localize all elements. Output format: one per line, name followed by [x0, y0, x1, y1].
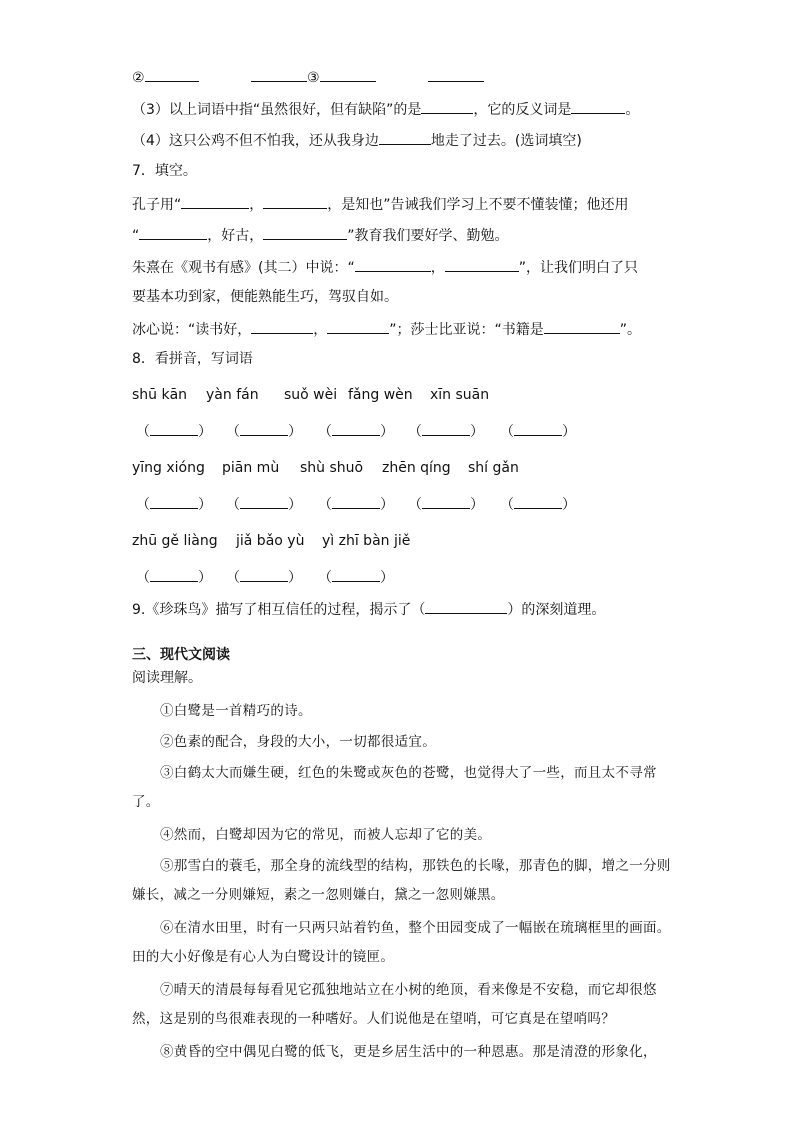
answer-box[interactable]: [136, 493, 212, 515]
q6-item2-label: ②: [132, 70, 145, 86]
answer-box[interactable]: [226, 493, 302, 515]
pinyin-item: zhēn qíng: [382, 460, 451, 476]
q7-l2-blank-2[interactable]: [263, 224, 347, 240]
answer-blank[interactable]: [332, 566, 380, 582]
answer-box[interactable]: [500, 420, 576, 442]
q7-l3-text-c: ”，让我们明白了只: [518, 260, 638, 276]
close-paren: ）: [562, 424, 576, 440]
open-paren: （: [226, 570, 240, 586]
q6-blank-3b[interactable]: [428, 66, 484, 82]
answer-box[interactable]: [226, 566, 302, 588]
pinyin-item: piān mù: [222, 460, 280, 476]
q7-l3-blank-2[interactable]: [445, 256, 519, 272]
close-paren: ）: [380, 570, 394, 586]
q7-line-5: [132, 318, 641, 340]
q6-sub3-text-b: ，它的反义词是: [473, 102, 572, 118]
open-paren: （: [136, 497, 150, 513]
answer-blank[interactable]: [240, 566, 288, 582]
q7-l5-text-c: ”；莎士比亚说：“书籍是: [389, 322, 544, 338]
q6-sub3-blank-1[interactable]: [421, 98, 473, 114]
close-paren: ）: [470, 497, 484, 513]
pinyin-item: jiǎ bǎo yù: [236, 533, 305, 549]
close-paren: ）: [562, 497, 576, 513]
q7-l5-blank-3[interactable]: [544, 318, 620, 334]
close-paren: ）: [380, 424, 394, 440]
pinyin-item: yīng xióng: [132, 460, 205, 476]
q6-blank-2b[interactable]: [251, 66, 307, 82]
open-paren: （: [408, 497, 422, 513]
q6-sub3: [132, 98, 639, 120]
q8-title: 8．看拼音，写词语: [132, 351, 253, 367]
open-paren: （: [226, 424, 240, 440]
passage-paragraph-4: ④然而，白鹭却因为它的常见，而被人忘却了它的美。: [160, 827, 492, 843]
q7-line-3: [132, 256, 638, 278]
answer-blank[interactable]: [514, 493, 562, 509]
open-paren: （: [318, 497, 332, 513]
q7-l1-text-b: ，: [249, 197, 264, 213]
q6-sub4-text-a: （4）这只公鸡不但不怕我，还从我身边: [132, 133, 379, 149]
answer-box[interactable]: [500, 493, 576, 515]
answer-box[interactable]: [136, 420, 212, 442]
q6-sub3-text-c: 。: [625, 102, 640, 118]
answer-box[interactable]: [226, 420, 302, 442]
q7-l2-blank-1[interactable]: [139, 224, 207, 240]
q7-l1-text-a: 孔子用“: [132, 197, 182, 213]
q6-sub4-text-b: 地走了过去。(选词填空): [430, 133, 582, 149]
q7-l3-text-a: 朱熹在《观书有感》(其二）中说：“: [132, 260, 355, 276]
q9-text-b: ）的深刻道理。: [507, 602, 606, 618]
q7-l1-text-c: ，是知也”告诫我们学习上不要不懂装懂；他还用: [327, 197, 629, 213]
q7-l5-text-d: ”。: [619, 322, 642, 338]
pinyin-item: shí gǎn: [468, 460, 519, 476]
pinyin-item: shù shuō: [300, 460, 364, 476]
pinyin-item: yàn fán: [206, 387, 259, 403]
open-paren: （: [136, 424, 150, 440]
close-paren: ）: [198, 570, 212, 586]
q6-sub3-blank-2[interactable]: [571, 98, 625, 114]
close-paren: ）: [288, 570, 302, 586]
close-paren: ）: [470, 424, 484, 440]
q7-l5-blank-1[interactable]: [251, 318, 313, 334]
answer-blank[interactable]: [240, 493, 288, 509]
answer-blank[interactable]: [332, 420, 380, 436]
answer-blank[interactable]: [150, 493, 198, 509]
q7-l1-blank-1[interactable]: [181, 193, 249, 209]
passage-paragraph-5: ⑤那雪白的蓑毛，那全身的流线型的结构，那铁色的长喙，那青色的脚，增之一分则嫌长，减之一分则嫌短，素之一忽则嫌白，黛之一忽则嫌黑。: [132, 858, 671, 903]
open-paren: （: [318, 570, 332, 586]
answer-box[interactable]: [318, 420, 394, 442]
close-paren: ）: [198, 497, 212, 513]
q6-item3-label: ③: [307, 70, 320, 86]
pinyin-item: shū kān: [132, 387, 188, 403]
q7-l5-text-b: ，: [313, 322, 328, 338]
pinyin-item: suǒ wèi: [284, 387, 338, 403]
q7-l2-text-c: ”教育我们要好学、勤勉。: [347, 228, 509, 244]
q6-sub4: [132, 129, 582, 151]
answer-blank[interactable]: [514, 420, 562, 436]
answer-blank[interactable]: [422, 493, 470, 509]
q7-l2-text-b: ，好古，: [207, 228, 264, 244]
q7-l5-text-a: 冰心说：“读书好，: [132, 322, 252, 338]
close-paren: ）: [288, 497, 302, 513]
q7-title: 7．填空。: [132, 163, 197, 179]
answer-box[interactable]: [136, 566, 212, 588]
q7-l1-blank-2[interactable]: [263, 193, 327, 209]
passage-paragraph-3: ③白鹤太大而嫌生硬，红色的朱鹭或灰色的苍鹭，也觉得大了一些，而且太不寻常了。: [132, 765, 657, 810]
passage-paragraph-7: ⑦晴天的清晨每每看见它孤独地站立在小树的绝顶，看来像是不安稳，而它却很悠然，这是别的鸟很难表现的一种嗜好。人们说他是在望哨，可它真是在望哨吗？: [132, 982, 657, 1027]
section-title: 三、现代文阅读: [132, 647, 230, 663]
q6-sub3-text-a: （3）以上词语中指“虽然很好，但有缺陷”的是: [132, 102, 422, 118]
answer-blank[interactable]: [150, 420, 198, 436]
q7-l3-blank-1[interactable]: [355, 256, 431, 272]
close-paren: ）: [198, 424, 212, 440]
open-paren: （: [500, 497, 514, 513]
close-paren: ）: [288, 424, 302, 440]
q7-line-4: 要基本功到家，便能熟能生巧，驾驭自如。: [132, 289, 398, 305]
passage-paragraph-1: ①白鹭是一首精巧的诗。: [160, 703, 312, 719]
q6-blank-2a[interactable]: [145, 66, 199, 82]
pinyin-item: xīn suān: [430, 387, 490, 403]
q6-blank-3a[interactable]: [320, 66, 376, 82]
answer-blank[interactable]: [332, 493, 380, 509]
answer-box[interactable]: [318, 566, 394, 588]
answer-blank[interactable]: [422, 420, 470, 436]
reading-instruction: 阅读理解。: [132, 670, 202, 686]
q6-item-row: [132, 66, 484, 88]
passage-paragraph-2: ②色素的配合，身段的大小，一切都很适宜。: [160, 734, 436, 750]
q6-sub4-blank[interactable]: [379, 129, 431, 145]
q7-l2-text-a: “: [132, 228, 140, 244]
open-paren: （: [500, 424, 514, 440]
close-paren: ）: [380, 497, 394, 513]
q7-line-2: [132, 224, 509, 246]
answer-box[interactable]: [318, 493, 394, 515]
q7-l3-text-b: ，: [430, 260, 445, 276]
q9-blank[interactable]: [425, 598, 507, 614]
open-paren: （: [226, 497, 240, 513]
answer-blank[interactable]: [240, 420, 288, 436]
open-paren: （: [318, 424, 332, 440]
open-paren: （: [136, 570, 150, 586]
pinyin-item: yì zhī bàn jiě: [322, 533, 411, 549]
open-paren: （: [408, 424, 422, 440]
q7-line-1: [132, 193, 629, 215]
q9: [132, 598, 605, 620]
pinyin-item: zhū gě liàng: [132, 533, 218, 549]
passage-paragraph-8: ⑧黄昏的空中偶见白鹭的低飞，更是乡居生活中的一种恩惠。那是清澄的形象化，: [160, 1044, 657, 1060]
answer-blank[interactable]: [150, 566, 198, 582]
q9-text-a: 9.《珍珠鸟》描写了相互信任的过程，揭示了（: [132, 602, 426, 618]
pinyin-item: fǎng wèn: [348, 387, 413, 403]
q7-l5-blank-2[interactable]: [327, 318, 389, 334]
passage-paragraph-6: ⑥在清水田里，时有一只两只站着钓鱼，整个田园变成了一幅嵌在琉璃框里的画面。田的大小好像是有心人为白鹭设计的镜匣。: [132, 920, 671, 965]
answer-box[interactable]: [408, 493, 484, 515]
answer-box[interactable]: [408, 420, 484, 442]
